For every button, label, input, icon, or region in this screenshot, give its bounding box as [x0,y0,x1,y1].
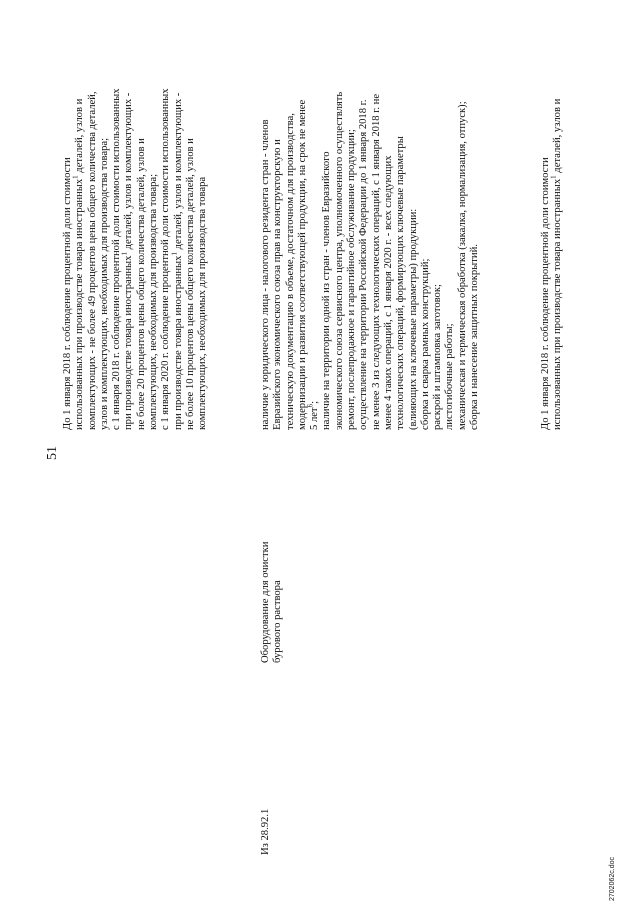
text-line: До 1 января 2018 г. соблюдение процентной доли стоимости [540,157,551,430]
text-line: модернизации и развития соответствующей продукции, на срок не менее [296,99,308,430]
text-line: 5 лет$^6$; [306,400,321,430]
requirements-block-3 [540,0,565,430]
footnote-ref: 1 [120,252,129,256]
text-line: менее 4 таких операций, с 1 января 2020 г. - всех следующих [382,155,394,430]
text-line: не более 20 процентов цены общего количества деталей, узлов и [135,138,147,430]
text-line: наличие у юридического лица - налогового резидента стран - членов [260,119,271,430]
text-line: с 1 января 2018 г. соблюдение процентной доли стоимости использованных [111,88,123,430]
text-line: использованных при производстве товара иностранных$^1$ деталей, узлов и [549,98,564,430]
text-line: сборка и сварка рамных конструкций; [419,258,431,430]
text-line: (влияющих на ключевые параметры) продукции: [407,208,419,430]
footnote-ref: 1 [549,175,558,179]
text-line: наличие на территории одной из стран - членов Евразийского [321,151,333,430]
text-line: Евразийского экономического союза прав на конструкторскую и [272,139,284,430]
text-line: раскрой и штамповка заготовок; [432,284,444,430]
text-line: осуществление на территории Российской Федерации до 1 января 2018 г. [358,99,370,430]
product-name [260,541,285,663]
text-line: сборка и нанесение защитных покрытий. [469,244,481,430]
text-line: при производстве товара иностранных$^1$ деталей, узлов и комплектующих - [170,92,184,430]
text-line: механическая и термическая обработка (закалка, нормализация, отпуск); [456,101,468,430]
footnote-ref: 1 [170,252,179,256]
text-line: использованных при производстве товара иностранных$^1$ деталей, узлов и [71,98,86,430]
text-line: с 1 января 2020 г. соблюдение процентной доли стоимости использованных [160,88,172,430]
text-line: До 1 января 2018 г. соблюдение процентной доли стоимости [62,157,73,430]
text-line: экономического союза сервисного центра, уполномоченного осуществлять [333,91,345,430]
text-line: ремонт, послепродажное и гарантийное обслуживание продукции; [346,129,358,430]
document-footer: 2702062с.doc [609,857,616,901]
text-line: не менее 3 из следующих технологических операций, с 1 января 2018 г. не [370,93,382,430]
text-line: комплектующих - не более 49 процентов цены общего количества деталей, [86,91,98,430]
footnote-ref: 6 [306,403,315,408]
text-line: не более 10 процентов цены общего количества деталей, узлов и [184,138,196,430]
requirements-block-1 [62,0,210,430]
text-line: технологических операций, формирующих ключевые параметры [395,136,407,430]
page-number: 51 [45,446,60,460]
product-name-line: Оборудование для очистки [260,541,271,663]
text-line: техническую документацию в объеме, достаточном для производства, [284,113,296,430]
requirements-block-2 [260,0,481,430]
footnote-ref: 1 [71,175,80,179]
text-line: при производстве товара иностранных$^1$ деталей, узлов и комплектующих - [120,92,135,430]
text-line: узлов и комплектующих, необходимых для производства товара; [98,137,110,430]
text-line: листогибочные работы; [444,323,456,430]
text-line: комплектующих, необходимых для производства товара [197,176,209,430]
text-line: комплектующих, необходимых для производства товара; [148,173,160,430]
product-code: Из 28.92.1 [260,808,271,855]
product-name-line: бурового раствора [272,580,284,663]
